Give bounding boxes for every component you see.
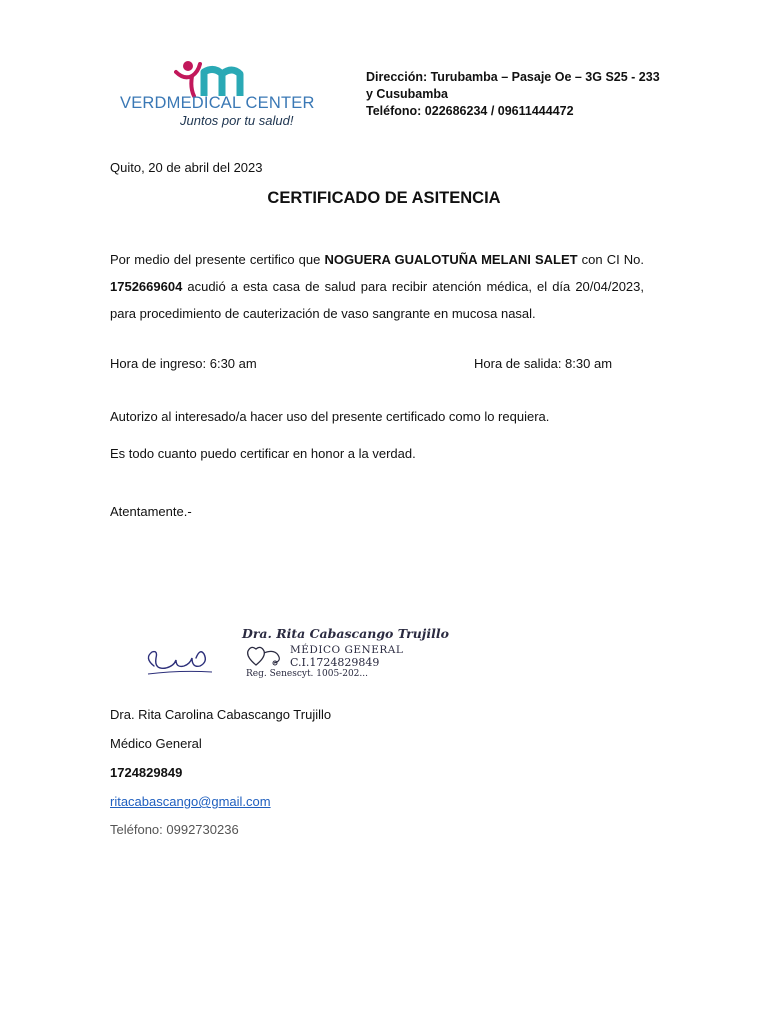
- stethoscope-heart-icon: [244, 643, 286, 669]
- handwritten-signature: [140, 640, 220, 680]
- header-address-block: [366, 69, 666, 120]
- doctor-stamp: [238, 626, 449, 686]
- body-text-1: Por medio del presente certifico que: [110, 252, 325, 267]
- authorization-text: Autorizo al interesado/a hacer uso del presente certificado como lo requiera.: [110, 409, 550, 424]
- body-text-2: con CI No.: [577, 252, 644, 267]
- stamp-ci: C.I.1724829849: [290, 656, 380, 669]
- phone-line: Teléfono: 022686234 / 09611444472: [366, 104, 574, 118]
- certificate-body: [110, 246, 644, 327]
- document-date: Quito, 20 de abril del 2023: [110, 160, 263, 175]
- patient-ci: 1752669604: [110, 279, 183, 294]
- stamp-role: MÉDICO GENERAL: [290, 644, 404, 656]
- patient-name: NOGUERA GUALOTUÑA MELANI SALET: [324, 252, 578, 267]
- signer-email-link[interactable]: ritacabascango@gmail.com: [110, 794, 271, 809]
- certification-text: Es todo cuanto puedo certificar en honor a la verdad.: [110, 446, 416, 461]
- address-line: Dirección: Turubamba – Pasaje Oe – 3G S25 - 233 y Cusubamba: [366, 70, 660, 101]
- stamp-name: Dra. Rita Cabascango Trujillo: [242, 626, 449, 641]
- closing-text: Atentamente.-: [110, 504, 192, 519]
- company-logo: [110, 58, 320, 130]
- logo-tagline: Juntos por tu salud!: [180, 113, 294, 128]
- signer-phone: Teléfono: 0992730236: [110, 822, 239, 837]
- signer-name: Dra. Rita Carolina Cabascango Trujillo: [110, 707, 332, 722]
- document-title: CERTIFICADO DE ASITENCIA: [267, 189, 501, 207]
- body-text-3: acudió a esta casa de salud para recibir atención médica, el día 20/04/2023, para procedimiento de cauterización de vaso sangrante en mucosa nasal.: [110, 279, 644, 321]
- logo-name: VERDMEDICAL CENTER: [120, 94, 315, 112]
- hora-ingreso: Hora de ingreso: 6:30 am: [110, 356, 257, 371]
- signer-ci: 1724829849: [110, 765, 183, 780]
- hora-salida: Hora de salida: 8:30 am: [474, 356, 613, 371]
- logo-mark-icon: [174, 58, 264, 98]
- stamp-registration: Reg. Senescyt. 1005-202...: [246, 669, 368, 679]
- signer-role: Médico General: [110, 736, 202, 751]
